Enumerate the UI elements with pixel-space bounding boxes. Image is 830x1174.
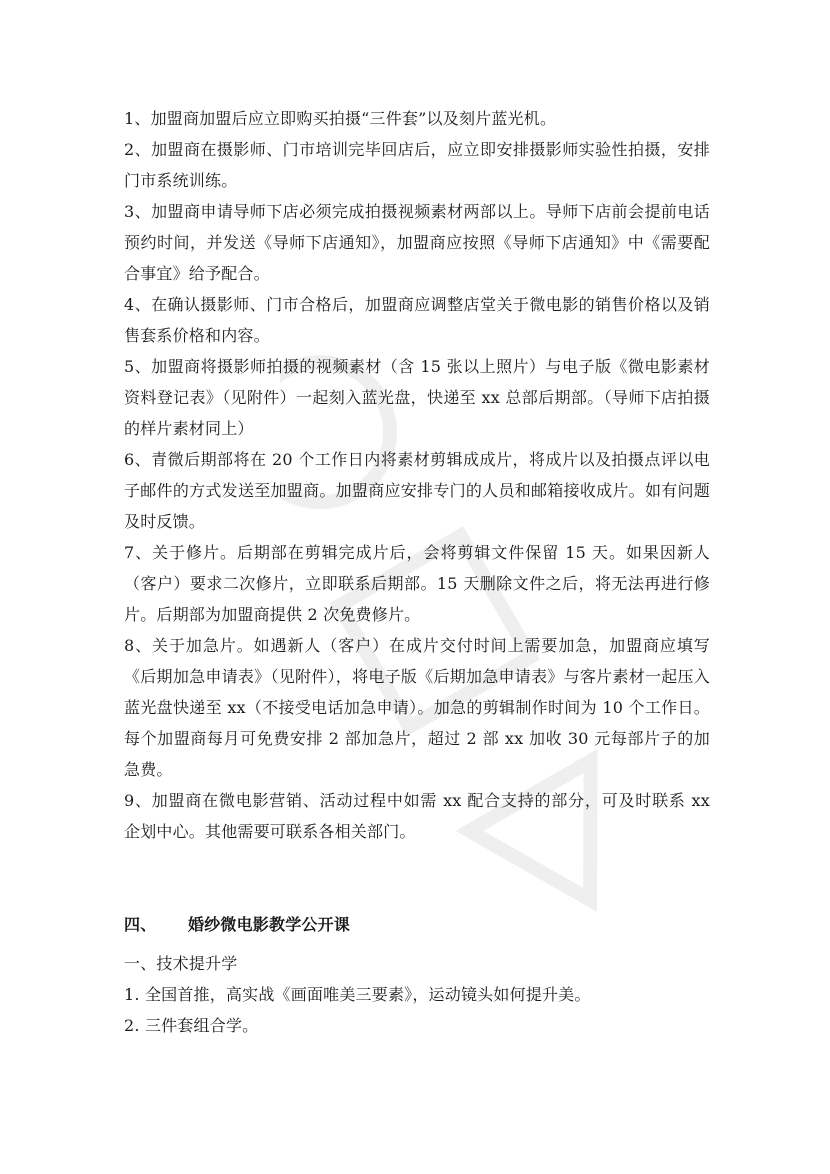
section-number: 四、 bbox=[124, 915, 157, 934]
list-item: 5、加盟商将摄影师拍摄的视频素材（含 15 张以上照片）与电子版《微电影素材资料登记表》（见附件）一起刻入蓝光盘，快递至 xx 总部后期部。（导师下店拍摄的样片素材同上） bbox=[124, 357, 710, 438]
list-item: 8、关于加急片。如遇新人（客户）在成片交付时间上需要加急，加盟商应填写《后期加急申请表》（见附件），将电子版《后期加急申请表》与客片素材一起压入蓝光盘快递至 xx（不接受电话加急申请）。加急的剪辑制作时间为 10 个工作日。每个加盟商每月可免费安排 2 部加急片，超过 2 部 xx 加收 30 元每部片子的加急费。 bbox=[124, 636, 710, 779]
subsection-heading: 一、技术提升学 bbox=[124, 954, 238, 973]
list-item: 7、关于修片。后期部在剪辑完成片后，会将剪辑文件保留 15 天。如果因新人（客户）要求二次修片，立即联系后期部。15 天删除文件之后，将无法再进行修片。后期部为加盟商提供 2 次免费修片。 bbox=[124, 543, 710, 624]
list-item: 9、加盟商在微电影营销、活动过程中如需 xx 配合支持的部分，可及时联系 xx 企划中心。其他需要可联系各相关部门。 bbox=[124, 791, 710, 841]
list-item: 4、在确认摄影师、门市合格后，加盟商应调整店堂关于微电影的销售价格以及销售套系价格和内容。 bbox=[124, 295, 710, 345]
list-item: 2、加盟商在摄影师、门市培训完毕回店后，应立即安排摄影师实验性拍摄，安排门市系统训练。 bbox=[124, 140, 710, 190]
list-item: 3、加盟商申请导师下店必须完成拍摄视频素材两部以上。导师下店前会提前电话预约时间，并发送《导师下店通知》，加盟商应按照《导师下店通知》中《需要配合事宜》给予配合。 bbox=[124, 202, 710, 283]
section-title: 婚纱微电影教学公开课 bbox=[188, 915, 351, 934]
list-item: 6、青微后期部将在 20 个工作日内将素材剪辑成成片，将成片以及拍摄点评以电子邮件的方式发送至加盟商。加盟商应安排专门的人员和邮箱接收成片。如有问题及时反馈。 bbox=[124, 450, 710, 531]
section-heading bbox=[124, 909, 710, 940]
document-body bbox=[124, 103, 710, 1041]
list-item: 2. 三件套组合学。 bbox=[124, 1016, 259, 1035]
list-item: 1、加盟商加盟后应立即购买拍摄“三件套”以及刻片蓝光机。 bbox=[124, 109, 557, 128]
list-item: 1. 全国首推，高实战《画面唯美三要素》，运动镜头如何提升美。 bbox=[124, 985, 591, 1004]
